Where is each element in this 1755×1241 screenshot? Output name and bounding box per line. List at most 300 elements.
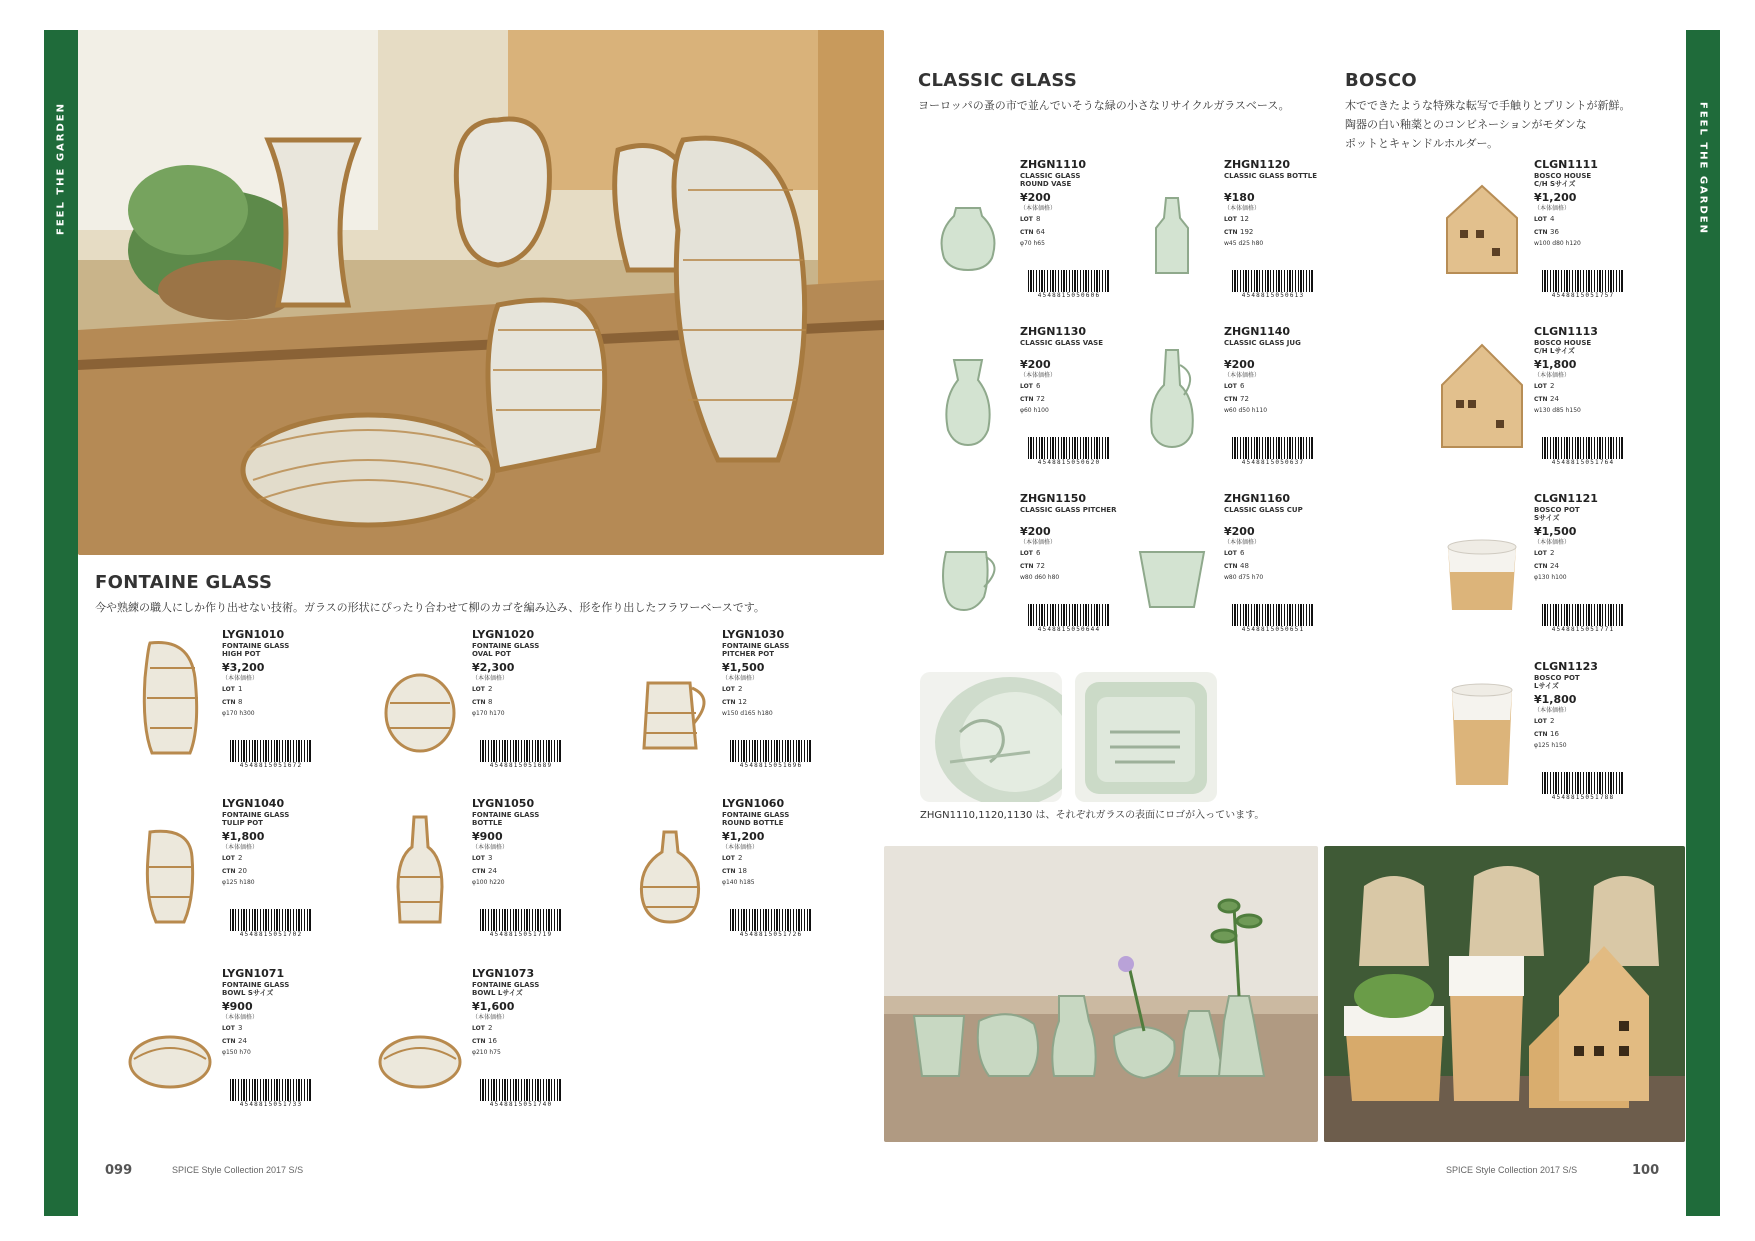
product-price: ¥1,800: [222, 830, 265, 843]
product-code: ZHGN1130: [1020, 325, 1087, 338]
ctn-label: CTN: [472, 1038, 486, 1045]
tax-label: （本体価格）: [1020, 205, 1057, 212]
lot-row: [1534, 213, 1654, 226]
ctn-value: 18: [738, 867, 747, 875]
product-image: [918, 325, 1018, 465]
barcode-number: 4548815051726: [739, 931, 803, 938]
product-name: CLASSIC GLASS BOTTLE: [1224, 172, 1318, 180]
left-side-label: FEEL THE GARDEN: [55, 102, 67, 235]
product-price: ¥1,500: [722, 661, 765, 674]
lot-row: [222, 1022, 342, 1035]
product-image: [370, 797, 470, 937]
lot-row: [1534, 547, 1654, 560]
bosco-group-photo: [1324, 846, 1685, 1142]
left-side-bar: [44, 30, 78, 1216]
product-code: ZHGN1140: [1224, 325, 1291, 338]
product-image: [1432, 325, 1532, 465]
ctn-row: [1224, 560, 1344, 573]
product-name: CLASSIC GLASS JUG: [1224, 339, 1301, 347]
ctn-value: 36: [1550, 228, 1559, 236]
product-name: BOSCO POT Lサイズ: [1534, 674, 1580, 690]
barcode-number: 4548815050651: [1241, 626, 1305, 633]
product-price: ¥1,800: [1534, 693, 1577, 706]
product-dimensions: w80 d75 h70: [1224, 574, 1264, 581]
logo-closeup-photo-2: [1075, 672, 1217, 802]
barcode: [230, 909, 312, 938]
lot-label: LOT: [1534, 383, 1547, 390]
tax-label: （本体価格）: [1020, 372, 1057, 379]
ctn-value: 64: [1036, 228, 1045, 236]
lot-row: [1224, 380, 1344, 393]
product-code: ZHGN1150: [1020, 492, 1087, 505]
ctn-row: [722, 696, 842, 709]
product-name: FONTAINE GLASS OVAL POT: [472, 642, 540, 658]
lot-value: 2: [1550, 382, 1555, 390]
right-side-bar: [1686, 30, 1720, 1216]
ctn-label: CTN: [222, 868, 236, 875]
barcode-number: 4548815050637: [1241, 459, 1305, 466]
product-name: CLASSIC GLASS VASE: [1020, 339, 1103, 347]
lot-label: LOT: [1020, 383, 1033, 390]
lot-value: 2: [1550, 717, 1555, 725]
product-dimensions: φ170 h300: [222, 710, 255, 717]
barcode-bars: [730, 740, 812, 762]
lot-value: 2: [488, 685, 493, 693]
lot-label: LOT: [1534, 550, 1547, 557]
product-code: ZHGN1110: [1020, 158, 1087, 171]
product-code: CLGN1113: [1534, 325, 1598, 338]
lot-value: 6: [1240, 549, 1245, 557]
barcode: [230, 1079, 312, 1108]
ctn-label: CTN: [472, 868, 486, 875]
lot-label: LOT: [722, 855, 735, 862]
bosco-description-line: ポットとキャンドルホルダー。: [1345, 137, 1499, 150]
lot-row: [722, 683, 842, 696]
lot-value: 2: [1550, 549, 1555, 557]
product-info: [472, 797, 592, 888]
barcode-bars: [1542, 270, 1624, 292]
product-dimensions: w60 d50 h110: [1224, 407, 1268, 414]
product-image: [1432, 158, 1532, 298]
barcode-number: 4548815051689: [489, 762, 553, 769]
tax-label: （本体価格）: [1534, 372, 1571, 379]
barcode-bars: [480, 1079, 562, 1101]
lot-label: LOT: [722, 686, 735, 693]
barcode-number: 4548815051788: [1551, 794, 1615, 801]
tax-label: （本体価格）: [1224, 205, 1261, 212]
lot-row: [472, 1022, 592, 1035]
barcode-bars: [730, 909, 812, 931]
barcode-bars: [480, 909, 562, 931]
ctn-label: CTN: [722, 868, 736, 875]
product-code: LYGN1071: [222, 967, 285, 980]
product-dimensions: w45 d25 h80: [1224, 240, 1264, 247]
barcode-bars: [230, 740, 312, 762]
barcode-number: 4548815051672: [239, 762, 303, 769]
lot-value: 1: [238, 685, 243, 693]
barcode-number: 4548815051702: [239, 931, 303, 938]
tax-label: （本体価格）: [472, 844, 509, 851]
barcode-number: 4548815051733: [239, 1101, 303, 1108]
product-code: LYGN1030: [722, 628, 785, 641]
lot-label: LOT: [1020, 216, 1033, 223]
product-image: [120, 628, 220, 768]
barcode: [1542, 437, 1624, 466]
barcode-number: 4548815051719: [489, 931, 553, 938]
logo-caption: ZHGN1110,1120,1130 は、それぞれガラスの表面にロゴが入っています。: [920, 810, 1265, 821]
product-info: [222, 628, 342, 719]
tax-label: （本体価格）: [1534, 539, 1571, 546]
product-price: ¥200: [1020, 525, 1051, 538]
product-price: ¥1,500: [1534, 525, 1577, 538]
ctn-value: 24: [1550, 562, 1559, 570]
product-image: [1122, 492, 1222, 632]
barcode-bars: [1232, 270, 1314, 292]
ctn-label: CTN: [1224, 396, 1238, 403]
product-dimensions: w150 d165 h180: [722, 710, 773, 717]
lot-label: LOT: [472, 1025, 485, 1032]
product-code: CLGN1111: [1534, 158, 1598, 171]
barcode-number: 4548815050613: [1241, 292, 1305, 299]
lot-label: LOT: [1534, 718, 1547, 725]
barcode-bars: [1542, 437, 1624, 459]
product-dimensions: φ130 h100: [1534, 574, 1567, 581]
product-dimensions: φ170 h170: [472, 710, 505, 717]
barcode: [1232, 270, 1314, 299]
product-price: ¥2,300: [472, 661, 515, 674]
product-image: [1432, 492, 1532, 632]
tax-label: （本体価格）: [1534, 205, 1571, 212]
ctn-row: [1224, 226, 1344, 239]
tax-label: （本体価格）: [472, 675, 509, 682]
product-image: [918, 158, 1018, 298]
barcode: [730, 909, 812, 938]
barcode-bars: [480, 740, 562, 762]
ctn-label: CTN: [1534, 396, 1548, 403]
lot-value: 8: [1036, 215, 1041, 223]
ctn-value: 72: [1240, 395, 1249, 403]
ctn-row: [1534, 728, 1654, 741]
ctn-row: [222, 865, 342, 878]
ctn-row: [1534, 560, 1654, 573]
product-price: ¥900: [472, 830, 503, 843]
ctn-value: 12: [738, 698, 747, 706]
product-price: ¥900: [222, 1000, 253, 1013]
lot-label: LOT: [1534, 216, 1547, 223]
classic-section-description: ヨーロッパの蚤の市で並んでいそうな緑の小さなリサイクルガラスベース。: [918, 99, 1290, 112]
ctn-row: [722, 865, 842, 878]
ctn-label: CTN: [1020, 396, 1034, 403]
ctn-label: CTN: [1534, 229, 1548, 236]
ctn-label: CTN: [1020, 563, 1034, 570]
barcode: [1232, 437, 1314, 466]
lot-label: LOT: [222, 1025, 235, 1032]
product-image: [1432, 660, 1532, 800]
barcode-bars: [1542, 772, 1624, 794]
product-code: CLGN1123: [1534, 660, 1598, 673]
logo-closeup-photo-1: [920, 672, 1062, 802]
barcode: [1232, 604, 1314, 633]
product-dimensions: w100 d80 h120: [1534, 240, 1581, 247]
product-info: [222, 797, 342, 888]
product-code: ZHGN1120: [1224, 158, 1291, 171]
barcode: [730, 740, 812, 769]
lot-label: LOT: [1224, 383, 1237, 390]
ctn-row: [222, 696, 342, 709]
product-info: [722, 797, 842, 888]
ctn-label: CTN: [222, 1038, 236, 1045]
product-name: FONTAINE GLASS BOTTLE: [472, 811, 540, 827]
lot-value: 2: [238, 854, 243, 862]
barcode-number: 4548815051696: [739, 762, 803, 769]
product-price: ¥200: [1224, 525, 1255, 538]
ctn-row: [1534, 393, 1654, 406]
lot-value: 3: [488, 854, 493, 862]
lot-row: [472, 683, 592, 696]
product-image: [1122, 158, 1222, 298]
barcode: [1028, 270, 1110, 299]
fontaine-section-description: 今や熟練の職人にしか作り出せない技術。ガラスの形状にぴったり合わせて柳のカゴを編み込み、形を作り出したフラワーベースです。: [95, 601, 765, 614]
product-price: ¥1,200: [1534, 191, 1577, 204]
ctn-label: CTN: [1534, 563, 1548, 570]
ctn-row: [222, 1035, 342, 1048]
lot-label: LOT: [222, 855, 235, 862]
barcode-number: 4548815051764: [1551, 459, 1615, 466]
product-image: [620, 628, 720, 768]
ctn-value: 8: [488, 698, 493, 706]
tax-label: （本体価格）: [1224, 539, 1261, 546]
product-dimensions: φ70 h65: [1020, 240, 1045, 247]
barcode-number: 4548815050644: [1037, 626, 1101, 633]
right-footer-text: SPICE Style Collection 2017 S/S: [1446, 1165, 1578, 1175]
product-price: ¥1,600: [472, 1000, 515, 1013]
tax-label: （本体価格）: [1534, 707, 1571, 714]
barcode: [1542, 270, 1624, 299]
product-image: [370, 628, 470, 768]
right-side-label: FEEL THE GARDEN: [1697, 102, 1709, 235]
product-dimensions: φ140 h185: [722, 879, 755, 886]
tax-label: （本体価格）: [222, 844, 259, 851]
product-code: ZHGN1160: [1224, 492, 1291, 505]
product-price: ¥180: [1224, 191, 1255, 204]
lot-label: LOT: [222, 686, 235, 693]
lot-value: 12: [1240, 215, 1249, 223]
product-code: LYGN1040: [222, 797, 285, 810]
lot-label: LOT: [1020, 550, 1033, 557]
product-price: ¥1,200: [722, 830, 765, 843]
lot-row: [722, 852, 842, 865]
tax-label: （本体価格）: [472, 1014, 509, 1021]
lot-value: 2: [738, 854, 743, 862]
barcode: [230, 740, 312, 769]
product-dimensions: φ210 h75: [472, 1049, 501, 1056]
tax-label: （本体価格）: [1020, 539, 1057, 546]
right-page-number: 100: [1632, 1163, 1660, 1178]
product-image: [1122, 325, 1222, 465]
product-name: CLASSIC GLASS PITCHER: [1020, 506, 1117, 514]
lot-row: [1224, 213, 1344, 226]
product-name: FONTAINE GLASS BOWL Sサイズ: [222, 981, 290, 997]
ctn-label: CTN: [1020, 229, 1034, 236]
product-image: [620, 797, 720, 937]
product-dimensions: w80 d60 h80: [1020, 574, 1060, 581]
barcode-number: 4548815051740: [489, 1101, 553, 1108]
product-code: CLGN1121: [1534, 492, 1598, 505]
product-info: [1224, 325, 1344, 416]
barcode: [480, 1079, 562, 1108]
product-name: FONTAINE GLASS TULIP POT: [222, 811, 290, 827]
ctn-label: CTN: [1534, 731, 1548, 738]
ctn-label: CTN: [472, 699, 486, 706]
product-code: LYGN1010: [222, 628, 285, 641]
bosco-description-line: 木でできたような特殊な転写で手触りとプリントが新鮮。: [1345, 99, 1631, 112]
ctn-row: [1224, 393, 1344, 406]
lot-value: 4: [1550, 215, 1555, 223]
lot-row: [1534, 715, 1654, 728]
barcode-bars: [1232, 604, 1314, 626]
barcode-bars: [1028, 604, 1110, 626]
product-price: ¥200: [1224, 358, 1255, 371]
barcode-number: 4548815051757: [1551, 292, 1615, 299]
product-price: ¥1,800: [1534, 358, 1577, 371]
ctn-value: 8: [238, 698, 243, 706]
product-name: CLASSIC GLASS ROUND VASE: [1020, 172, 1081, 188]
product-image: [120, 797, 220, 937]
tax-label: （本体価格）: [222, 675, 259, 682]
product-dimensions: φ150 h70: [222, 1049, 251, 1056]
barcode-number: 4548815051771: [1551, 626, 1615, 633]
bosco-section-title: BOSCO: [1345, 70, 1417, 91]
product-code: LYGN1050: [472, 797, 535, 810]
product-dimensions: φ125 h180: [222, 879, 255, 886]
barcode: [1542, 772, 1624, 801]
barcode: [1028, 437, 1110, 466]
product-name: BOSCO POT Sサイズ: [1534, 506, 1580, 522]
lot-row: [222, 852, 342, 865]
product-name: CLASSIC GLASS CUP: [1224, 506, 1303, 514]
product-name: BOSCO HOUSE C/H Sサイズ: [1534, 172, 1592, 188]
lot-value: 6: [1036, 549, 1041, 557]
product-info: [1224, 492, 1344, 583]
lot-value: 2: [738, 685, 743, 693]
lot-row: [472, 852, 592, 865]
lot-label: LOT: [1224, 550, 1237, 557]
ctn-label: CTN: [222, 699, 236, 706]
classic-section-title: CLASSIC GLASS: [918, 70, 1078, 91]
tax-label: （本体価格）: [722, 675, 759, 682]
product-image: [370, 967, 470, 1107]
product-name: FONTAINE GLASS PITCHER POT: [722, 642, 790, 658]
barcode-number: 4548815050606: [1037, 292, 1101, 299]
ctn-row: [472, 696, 592, 709]
product-dimensions: φ100 h220: [472, 879, 505, 886]
product-info: [722, 628, 842, 719]
ctn-label: CTN: [1224, 229, 1238, 236]
ctn-value: 16: [1550, 730, 1559, 738]
ctn-value: 24: [488, 867, 497, 875]
ctn-label: CTN: [722, 699, 736, 706]
ctn-row: [472, 1035, 592, 1048]
barcode-bars: [1028, 437, 1110, 459]
barcode-bars: [1028, 270, 1110, 292]
lot-label: LOT: [1224, 216, 1237, 223]
tax-label: （本体価格）: [722, 844, 759, 851]
barcode: [480, 740, 562, 769]
ctn-value: 16: [488, 1037, 497, 1045]
product-info: [1534, 660, 1654, 751]
product-dimensions: φ60 h100: [1020, 407, 1049, 414]
barcode-bars: [1232, 437, 1314, 459]
product-info: [1224, 158, 1344, 249]
product-image: [120, 967, 220, 1107]
barcode: [480, 909, 562, 938]
lot-label: LOT: [472, 855, 485, 862]
left-footer-text: SPICE Style Collection 2017 S/S: [172, 1165, 304, 1175]
product-info: [472, 967, 592, 1058]
ctn-value: 20: [238, 867, 247, 875]
product-info: [1534, 325, 1654, 416]
product-info: [1534, 158, 1654, 249]
product-price: ¥200: [1020, 191, 1051, 204]
fontaine-section-title: FONTAINE GLASS: [95, 572, 273, 593]
product-code: LYGN1020: [472, 628, 535, 641]
product-name: BOSCO HOUSE C/H Lサイズ: [1534, 339, 1592, 355]
lot-label: LOT: [472, 686, 485, 693]
lot-row: [1534, 380, 1654, 393]
ctn-value: 72: [1036, 562, 1045, 570]
barcode-number: 4548815050620: [1037, 459, 1101, 466]
product-info: [222, 967, 342, 1058]
product-name: FONTAINE GLASS HIGH POT: [222, 642, 290, 658]
product-dimensions: w130 d85 h150: [1534, 407, 1581, 414]
lot-value: 2: [488, 1024, 493, 1032]
lot-value: 6: [1240, 382, 1245, 390]
tax-label: （本体価格）: [1224, 372, 1261, 379]
product-price: ¥200: [1020, 358, 1051, 371]
ctn-value: 48: [1240, 562, 1249, 570]
product-image: [918, 492, 1018, 632]
product-dimensions: φ125 h150: [1534, 742, 1567, 749]
product-name: FONTAINE GLASS ROUND BOTTLE: [722, 811, 790, 827]
ctn-row: [472, 865, 592, 878]
product-code: LYGN1073: [472, 967, 535, 980]
product-info: [472, 628, 592, 719]
left-page-number: 099: [105, 1163, 133, 1178]
product-info: [1534, 492, 1654, 583]
bosco-description-line: 陶器の白い釉薬とのコンビネーションがモダンな: [1345, 118, 1587, 131]
tax-label: （本体価格）: [222, 1014, 259, 1021]
bosco-section-description: [1345, 96, 1665, 153]
ctn-value: 24: [238, 1037, 247, 1045]
barcode: [1542, 604, 1624, 633]
barcode-bars: [230, 909, 312, 931]
lot-row: [222, 683, 342, 696]
ctn-row: [1534, 226, 1654, 239]
classic-glass-group-photo: [884, 846, 1318, 1142]
barcode: [1028, 604, 1110, 633]
ctn-value: 192: [1240, 228, 1254, 236]
ctn-value: 24: [1550, 395, 1559, 403]
lot-value: 6: [1036, 382, 1041, 390]
ctn-value: 72: [1036, 395, 1045, 403]
product-price: ¥3,200: [222, 661, 265, 674]
lot-row: [1224, 547, 1344, 560]
lot-value: 3: [238, 1024, 243, 1032]
ctn-label: CTN: [1224, 563, 1238, 570]
hero-photo-fontaine: [78, 30, 884, 555]
barcode-bars: [230, 1079, 312, 1101]
barcode-bars: [1542, 604, 1624, 626]
